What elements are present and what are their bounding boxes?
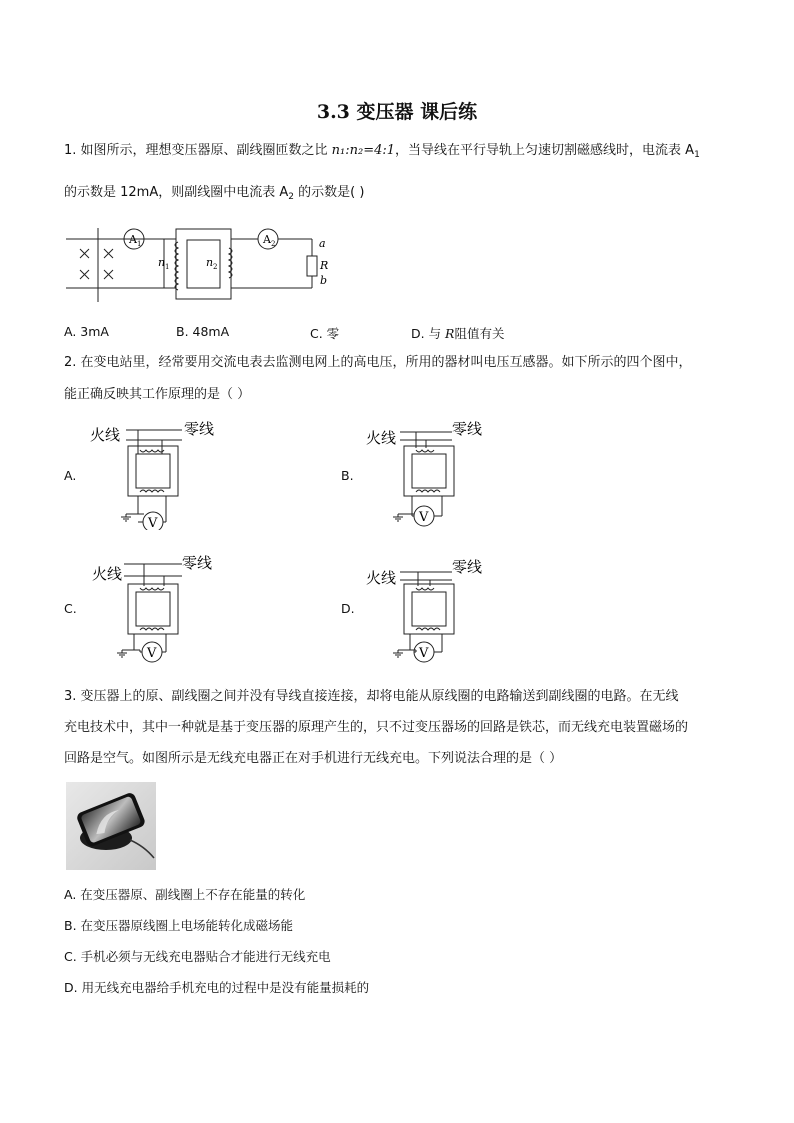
q3-text-line1: 3. 变压器上的原、副线圈之间并没有导线直接连接，却将电能从原线圈的电路输送到副线圈的电路。在无线 [64, 689, 679, 704]
q1-ratio: n₁:n₂=4:1 [331, 143, 396, 158]
q3-option-d[interactable]: D. 用无线充电器给手机充电的过程中是没有能量损耗的 [64, 980, 370, 995]
q1-text-c: 的示数是 12mA，则副线圈中电流表 A [64, 185, 289, 200]
q2-figure-c [90, 552, 230, 667]
q2-d-voltmeter: V [419, 646, 429, 661]
q2-b-neutral-label: 零线 [452, 420, 483, 438]
q1-ammeter-a2-sub: 2 [271, 240, 276, 248]
q2-option-d[interactable]: D. [341, 601, 355, 616]
q1-text-b: ，当导线在平行导轨上匀速切割磁感线时，电流表 A [395, 143, 695, 158]
q1-option-d-post: 阻值有关 [454, 326, 505, 341]
q2-c-neutral-label: 零线 [182, 554, 213, 572]
q2-figure-d [366, 552, 506, 667]
q2-text-line1: 2. 在变电站里，经常要用交流电表去监测电网上的高电压，所用的器材叫电压互感器。如下所示的四个图中， [64, 355, 692, 370]
q2-option-b[interactable]: B. [341, 468, 354, 483]
q2-figure-b [366, 418, 506, 530]
q2-figure-a [90, 418, 230, 530]
q2-a-neutral-label: 零线 [184, 420, 215, 438]
q1-terminal-a: a [319, 237, 326, 250]
q2-option-a[interactable]: A. [64, 468, 77, 483]
q1-option-d-var: R [445, 326, 455, 341]
page-title: 3.3 变压器 课后练 [316, 101, 478, 123]
q1-option-b[interactable]: B. 48mA [176, 324, 230, 339]
q2-c-voltmeter: V [147, 646, 157, 661]
q3-text-line3: 回路是空气。如图所示是无线充电器正在对手机进行无线充电。下列说法合理的是（ ） [64, 751, 563, 766]
wireless-charger-photo [66, 782, 156, 870]
q1-a2-sub: 2 [288, 192, 294, 202]
q2-a-hot-label: 火线 [90, 426, 121, 444]
q2-d-hot-label: 火线 [366, 569, 397, 587]
q1-terminal-b: b [320, 274, 328, 287]
q2-b-voltmeter: V [419, 510, 429, 525]
q2-d-neutral-label: 零线 [452, 558, 483, 576]
q1-option-d-pre: D. 与 [411, 326, 446, 341]
q1-ammeter-a2-label: A [263, 233, 271, 246]
q1-n2-sub: 2 [213, 263, 218, 271]
q1-a1-sub: 1 [694, 150, 700, 160]
q3-text-line2: 充电技术中，其中一种就是基于变压器的原理产生的，只不过变压器场的回路是铁芯，而无线充电装置磁场的 [64, 720, 689, 735]
q2-option-c[interactable]: C. [64, 601, 77, 616]
q1-resistor-label: R [320, 259, 329, 272]
q2-c-hot-label: 火线 [92, 565, 123, 583]
q1-text-a: 1. 如图所示，理想变压器原、副线圈匝数之比 [64, 143, 332, 158]
q2-text-line2: 能正确反映其工作原理的是（ ） [64, 387, 251, 402]
q3-option-a[interactable]: A. 在变压器原、副线圈上不存在能量的转化 [64, 887, 306, 902]
q1-option-c[interactable]: C. 零 [310, 326, 340, 341]
q2-b-hot-label: 火线 [366, 429, 397, 447]
q1-option-a[interactable]: A. 3mA [64, 324, 109, 339]
q2-a-voltmeter: V [148, 516, 158, 530]
q1-ammeter-a1-label: A [129, 233, 137, 246]
q1-text-line1 [64, 143, 700, 160]
q1-n2-label: n [206, 256, 214, 269]
q1-n1-sub: 1 [165, 263, 170, 271]
q3-option-b[interactable]: B. 在变压器原线圈上电场能转化成磁场能 [64, 918, 294, 933]
q1-text-d: 的示数是( ) [294, 185, 365, 200]
q1-ammeter-a1-sub: 1 [137, 240, 142, 248]
q1-n1-label: n [158, 256, 166, 269]
q1-text-line2 [64, 185, 364, 202]
q1-option-d[interactable] [411, 324, 504, 342]
q1-circuit-figure [66, 222, 346, 304]
q3-option-c[interactable]: C. 手机必须与无线充电器贴合才能进行无线充电 [64, 949, 331, 964]
